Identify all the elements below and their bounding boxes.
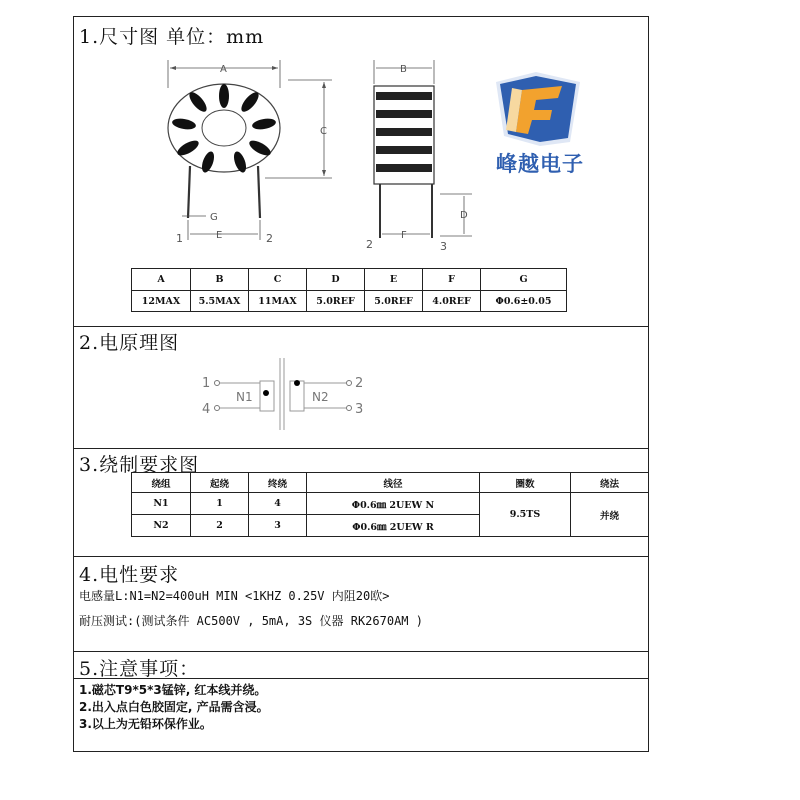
hipot-spec: 耐压测试:(测试条件 AC500V , 5mA, 3S 仪器 RK2670AM ) <box>79 614 423 628</box>
table-cell: N2 <box>132 515 191 537</box>
table-cell: 5.0REF <box>365 291 423 312</box>
section-4-title: 4.电性要求 <box>79 564 180 586</box>
section-1-title: 1.尺寸图 单位：mm <box>79 26 265 48</box>
table-header-cell: 线径 <box>307 473 480 493</box>
side-pin-3-label: 3 <box>440 240 447 253</box>
turns-cell: 9.5TS <box>480 493 571 537</box>
winding-table-header-row <box>132 473 649 493</box>
company-logo-text: 峰越电子 <box>496 152 584 176</box>
schematic-pin-1: 1 <box>202 376 211 391</box>
note-item: 1.磁芯T9*5*3锰锌, 红本线并绕。 <box>79 683 267 697</box>
table-cell: 4 <box>249 493 307 515</box>
table-cell: 3 <box>249 515 307 537</box>
table-cell: 12MAX <box>132 291 191 312</box>
dim-f-label: F <box>401 230 407 241</box>
table-header-cell: C <box>249 269 307 291</box>
divider-2 <box>73 448 649 449</box>
dim-d-label: D <box>460 210 468 221</box>
side-pin-2-label: 2 <box>366 238 373 251</box>
schematic-diagram <box>196 356 376 434</box>
winding-n2-label: N2 <box>312 390 329 404</box>
table-cell: 11MAX <box>249 291 307 312</box>
table-header-cell: 绕组 <box>132 473 191 493</box>
table-header-cell: G <box>481 269 567 291</box>
section-3-title: 3.绕制要求图 <box>79 454 200 476</box>
table-cell: 4.0REF <box>423 291 481 312</box>
table-header-cell: D <box>307 269 365 291</box>
pin-2-label: 2 <box>266 232 273 245</box>
toroid-side-view-drawing <box>360 58 480 254</box>
toroid-top-view-drawing <box>160 58 350 248</box>
table-cell: Φ0.6㎜ 2UEW R <box>307 515 480 537</box>
method-cell: 并绕 <box>571 493 649 537</box>
pin-1-label: 1 <box>176 232 183 245</box>
table-cell: 1 <box>191 493 249 515</box>
dimension-table-value-row <box>132 291 567 312</box>
divider-1 <box>73 326 649 327</box>
table-row <box>132 493 649 515</box>
table-cell: 2 <box>191 515 249 537</box>
table-header-cell: 圈数 <box>480 473 571 493</box>
section-5-title: 5.注意事项： <box>79 658 200 680</box>
inductance-spec: 电感量L:N1=N2=400uH MIN <1KHZ 0.25V 内阻20欧> <box>79 589 390 603</box>
dim-g-label: G <box>210 212 218 223</box>
dimension-table <box>131 268 567 312</box>
section-2-title: 2.电原理图 <box>79 332 180 354</box>
divider-3 <box>73 556 649 557</box>
table-header-cell: 终绕 <box>249 473 307 493</box>
n1-polarity-dot <box>263 390 269 396</box>
company-logo-icon <box>492 72 584 146</box>
table-cell: N1 <box>132 493 191 515</box>
dimension-table-header-row <box>132 269 567 291</box>
dim-c-label: C <box>320 126 327 137</box>
table-header-cell: A <box>132 269 191 291</box>
table-header-cell: 起绕 <box>191 473 249 493</box>
schematic-pin-3: 3 <box>355 402 364 417</box>
table-cell: 5.5MAX <box>191 291 249 312</box>
table-cell: 5.0REF <box>307 291 365 312</box>
winding-table <box>131 472 649 537</box>
note-item: 3.以上为无铅环保作业。 <box>79 717 212 731</box>
n2-polarity-dot <box>294 380 300 386</box>
note-item: 2.出入点白色胶固定, 产品需含浸。 <box>79 700 269 714</box>
table-cell: Φ0.6㎜ 2UEW N <box>307 493 480 515</box>
dim-b-label: B <box>400 64 407 75</box>
divider-4 <box>73 651 649 652</box>
table-header-cell: B <box>191 269 249 291</box>
table-header-cell: 绕法 <box>571 473 649 493</box>
dim-a-label: A <box>220 64 227 75</box>
schematic-pin-4: 4 <box>202 402 211 417</box>
dim-e-label: E <box>216 230 223 241</box>
schematic-pin-2: 2 <box>355 376 364 391</box>
table-header-cell: F <box>423 269 481 291</box>
table-header-cell: E <box>365 269 423 291</box>
winding-n1-label: N1 <box>236 390 253 404</box>
table-cell: Φ0.6±0.05 <box>481 291 567 312</box>
